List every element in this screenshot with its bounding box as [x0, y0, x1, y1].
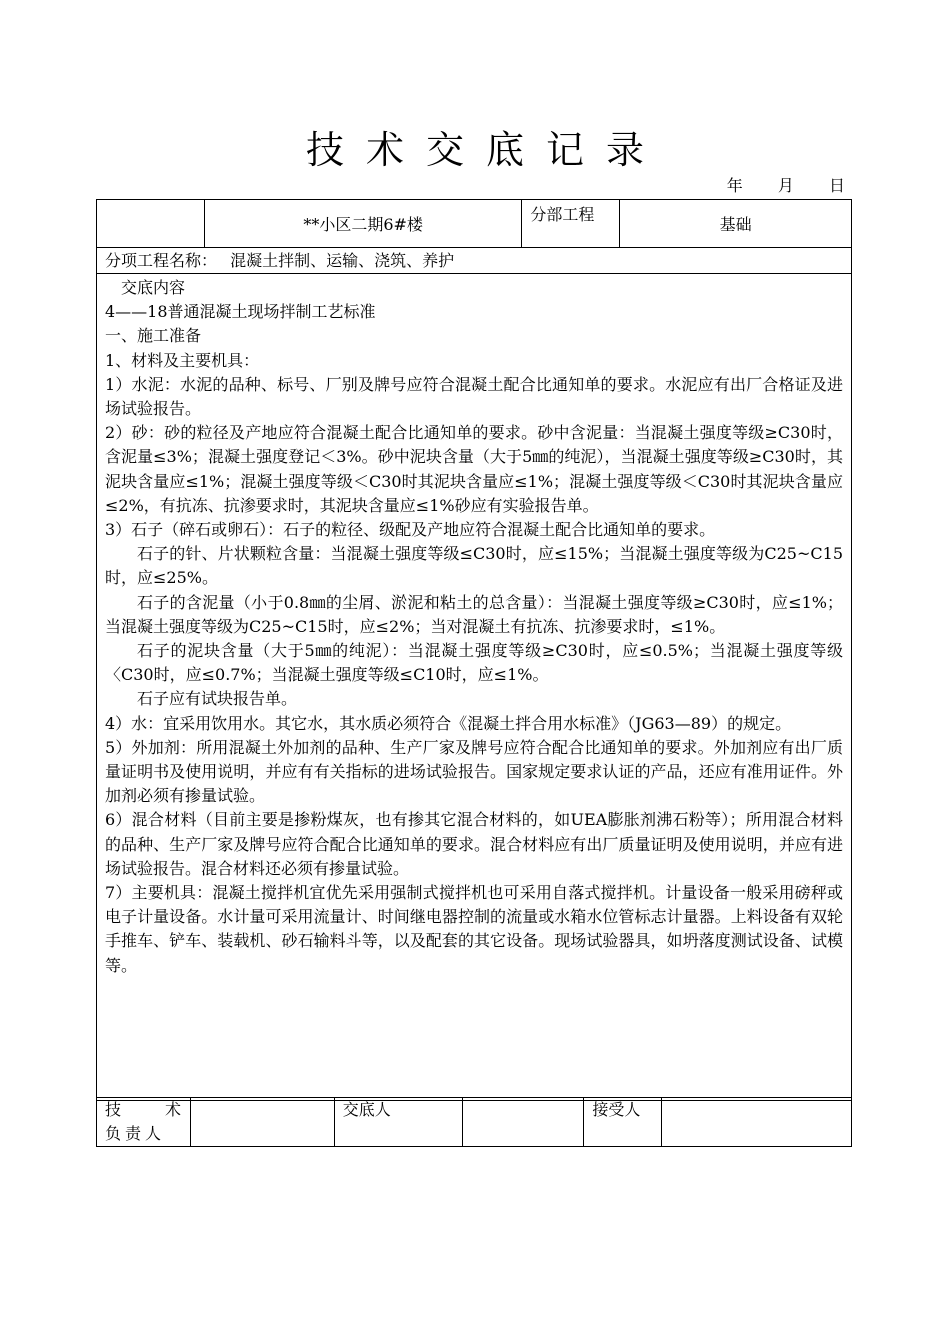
date-year: 年: [726, 176, 743, 195]
content-paragraph: 7）主要机具：混凝土搅拌机宜优先采用强制式搅拌机也可采用自落式搅拌机。计量设备一般采用磅秤或电子计量设备。水计量可采用流量计、时间继电器控制的流量或水箱水位管标志计量器。上料设备有双轮手推车、铲车、装载机、砂石输料斗等，以及配套的其它设备。现场试验器具，如坍落度测试设备、试模等。: [105, 883, 843, 975]
content-paragraph: 一、施工准备: [105, 326, 202, 346]
signature-table: [96, 1097, 852, 1147]
content-paragraph: 石子的泥块含量（大于5㎜的纯泥）：当混凝土强度等级≥C30时，应≤0.5%；当混凝土强度等级〈C30时，应≤0.7%；当混凝土强度等级≤C10时，应≤1%。: [105, 641, 843, 685]
content-paragraph: 4——18普通混凝土现场拌制工艺标准: [105, 302, 376, 322]
content-paragraph: 4）水：宜采用饮用水。其它水，其水质必须符合《混凝土拌合用水标准》（JG63—89）的规定。: [105, 713, 792, 733]
division-label: 分部工程: [522, 200, 620, 248]
subitem-row: [97, 248, 852, 274]
tech-label-b: 术: [164, 1100, 181, 1119]
subitem-value: 混凝土拌制、运输、浇筑、养护: [230, 251, 455, 270]
content-paragraphs: [105, 300, 843, 978]
discloser-label: 交底人: [334, 1098, 462, 1147]
content-paragraph: 石子的针、片状颗粒含量：当混凝土强度等级≤C30时，应≤15%；当混凝土强度等级为C25~C15时，应≤25%。: [105, 544, 843, 588]
discloser-signature[interactable]: [462, 1098, 584, 1147]
content-paragraph: 1、材料及主要机具：: [105, 350, 260, 370]
record-table: [96, 199, 852, 1101]
subitem-label: 分项工程名称：: [105, 251, 218, 270]
project-name: **小区二期6#楼: [204, 200, 522, 248]
division-value: 基础: [620, 200, 852, 248]
date-day: 日: [828, 176, 845, 195]
page-title: 技术交底记录: [305, 128, 666, 172]
content-paragraph: 石子的含泥量（小于0.8㎜的尘屑、淤泥和粘土的总含量）：当混凝土强度等级≥C30时，应≤1%；当混凝土强度等级为C25~C15时，应≤2%；当对混凝土有抗冻、抗渗要求时，≤1%。: [105, 592, 843, 636]
receiver-label: 接受人: [584, 1098, 662, 1147]
content-paragraph: 6）混合材料（目前主要是掺粉煤灰，也有掺其它混合材料的，如UEA膨胀剂沸石粉等）；所用混合材料的品种、生产厂家及牌号应符合配合比通知单的要求。混合材料应有出厂质量证明及使用说明，并应有进场试验报告。混合材料还必须有掺量试验。: [105, 810, 843, 878]
content-paragraph: 2）砂：砂的粒径及产地应符合混凝土配合比通知单的要求。砂中含泥量：当混凝土强度等级≥C30时，含泥量≤3%；混凝土强度登记＜3%。砂中泥块含量（大于5㎜的纯泥），当混凝土强度等级≥C30时，其泥块含量应≤1%；混凝土强度等级＜C30时其泥块含量应≤1%；混凝土强度等级＜C30时其泥块含量应≤2%，有抗冻、抗渗要求时，其泥块含量应≤1%砂应有实验报告单。: [105, 423, 843, 515]
tech-label-a: 技: [105, 1100, 122, 1119]
content-cell: [97, 274, 852, 1101]
content-paragraph: 1）水泥：水泥的品种、标号、厂别及牌号应符合混凝土配合比通知单的要求。水泥应有出厂合格证及进场试验报告。: [105, 374, 843, 419]
content-paragraph: 石子应有试块报告单。: [137, 689, 298, 709]
tech-lead-signature[interactable]: [190, 1098, 334, 1147]
blank-cell: [97, 200, 205, 248]
date-line: [727, 176, 845, 196]
content-paragraph: 3）石子（碎石或卵石）：石子的粒径、级配及产地应符合混凝土配合比通知单的要求。: [105, 520, 716, 540]
content-heading: 交底内容: [121, 278, 186, 297]
content-paragraph: 5）外加剂：所用混凝土外加剂的品种、生产厂家及牌号应符合配合比通知单的要求。外加剂应有出厂质量证明书及使用说明，并应有有关指标的进场试验报告。国家规定要求认证的产品，还应有准用证件。外加剂必须有掺量试验。: [105, 737, 843, 806]
date-month: 月: [777, 176, 794, 195]
tech-lead-label: [97, 1098, 191, 1147]
receiver-signature[interactable]: [662, 1098, 852, 1147]
tech-label-c: 负责人: [105, 1124, 166, 1143]
